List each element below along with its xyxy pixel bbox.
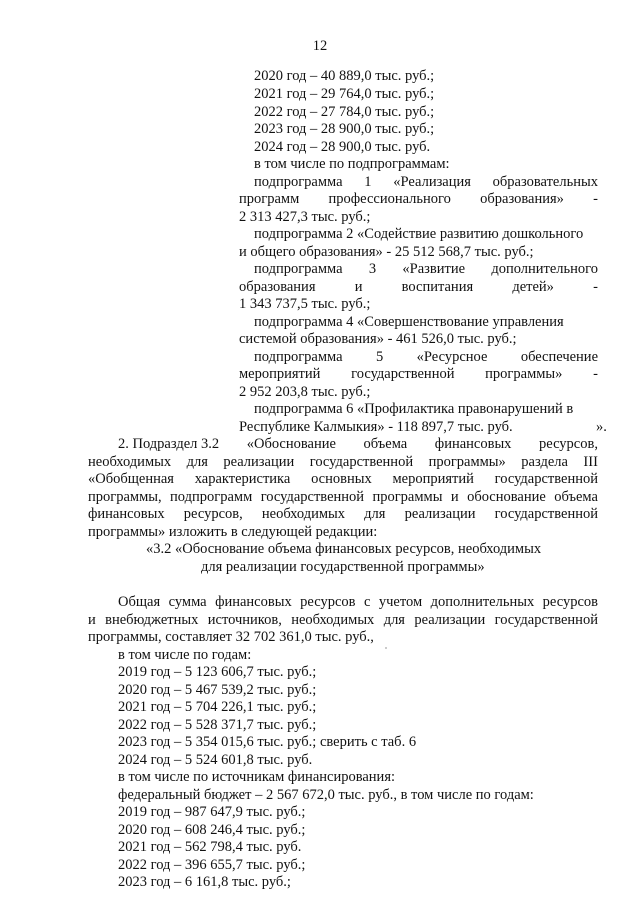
subprogram-2-line-1: подпрограмма 2 «Содействие развитию дошкольного: [254, 226, 584, 242]
subprograms-intro: в том числе по подпрограммам:: [254, 156, 450, 172]
subprogram-1-amount: 2 313 427,3 тыс. руб.;: [239, 209, 371, 225]
total-paragraph-line-2: и внебюджетных источников, необходимых для реализации государственной: [88, 612, 598, 628]
subprogram-3-line-1: подпрограмма 3 «Развитие дополнительного: [254, 261, 598, 277]
year-line: 2024 год – 5 524 601,8 тыс. руб.: [118, 752, 313, 768]
federal-year-line: 2020 год – 608 246,4 тыс. руб.;: [118, 822, 306, 838]
year-line: 2019 год – 5 123 606,7 тыс. руб.;: [118, 664, 317, 680]
year-line: 2020 год – 40 889,0 тыс. руб.;: [254, 68, 435, 84]
scan-speck: [385, 647, 387, 649]
subprogram-5-line-2: мероприятий государственной программы» -: [239, 366, 598, 382]
federal-year-line: 2021 год – 562 798,4 тыс. руб.: [118, 839, 302, 855]
item-2-line-1: 2. Подраздел 3.2 «Обоснование объема финансовых ресурсов,: [118, 436, 598, 452]
subprogram-4-line-2: системой образования» - 461 526,0 тыс. руб.;: [239, 331, 517, 347]
subprogram-3-line-2: образования и воспитания детей» -: [239, 279, 598, 295]
subprogram-2-line-2: и общего образования» - 25 512 568,7 тыс. руб.;: [239, 244, 534, 260]
by-sources-intro: в том числе по источникам финансирования:: [118, 769, 396, 785]
subprogram-6-line-1: подпрограмма 6 «Профилактика правонарушений в: [254, 401, 574, 417]
by-years-intro: в том числе по годам:: [118, 647, 252, 663]
federal-year-line: 2022 год – 396 655,7 тыс. руб.;: [118, 857, 306, 873]
total-paragraph-line-3: программы, составляет 32 702 361,0 тыс. руб.,: [88, 629, 374, 645]
closing-quote: ».: [596, 419, 607, 435]
page-number: 12: [312, 38, 328, 54]
year-line: 2022 год – 27 784,0 тыс. руб.;: [254, 104, 435, 120]
total-paragraph-line-1: Общая сумма финансовых ресурсов с учетом дополнительных ресурсов: [118, 594, 598, 610]
subprogram-4-line-1: подпрограмма 4 «Совершенствование управления: [254, 314, 564, 330]
year-line: 2022 год – 5 528 371,7 тыс. руб.;: [118, 717, 317, 733]
subprogram-5-line-1: подпрограмма 5 «Ресурсное обеспечение: [254, 349, 598, 365]
subprogram-1-line-1: подпрограмма 1 «Реализация образовательных: [254, 174, 598, 190]
item-2-line-4: программы, подпрограмм государственной программы и обоснование объема: [88, 489, 598, 505]
subprogram-3-amount: 1 343 737,5 тыс. руб.;: [239, 296, 371, 312]
item-2-line-2: необходимых для реализации государственной программы» раздела III: [88, 454, 598, 470]
item-2-line-3: «Обобщенная характеристика основных мероприятий государственной: [88, 471, 598, 487]
subprogram-5-amount: 2 952 203,8 тыс. руб.;: [239, 384, 371, 400]
year-line: 2021 год – 29 764,0 тыс. руб.;: [254, 86, 435, 102]
year-line: 2020 год – 5 467 539,2 тыс. руб.;: [118, 682, 317, 698]
federal-year-line: 2023 год – 6 161,8 тыс. руб.;: [118, 874, 291, 890]
year-line: 2023 год – 5 354 015,6 тыс. руб.; сверить с таб. 6: [118, 734, 417, 750]
year-line: 2024 год – 28 900,0 тыс. руб.: [254, 139, 431, 155]
item-2-line-6: программы» изложить в следующей редакции:: [88, 524, 378, 540]
federal-year-line: 2019 год – 987 647,9 тыс. руб.;: [118, 804, 306, 820]
federal-budget-line: федеральный бюджет – 2 567 672,0 тыс. руб., в том числе по годам:: [118, 787, 534, 803]
year-line: 2021 год – 5 704 226,1 тыс. руб.;: [118, 699, 317, 715]
subprogram-1-line-2: программ профессионального образования» -: [239, 191, 598, 207]
year-line: 2023 год – 28 900,0 тыс. руб.;: [254, 121, 435, 137]
item-2-line-5: финансовых ресурсов, необходимых для реализации государственной: [88, 506, 598, 522]
section-heading-line-1: «3.2 «Обоснование объема финансовых ресурсов, необходимых: [146, 541, 542, 557]
subprogram-6-line-2: Республике Калмыкия» - 118 897,7 тыс. руб.: [239, 419, 513, 435]
section-heading-line-2: для реализации государственной программы»: [201, 559, 485, 575]
